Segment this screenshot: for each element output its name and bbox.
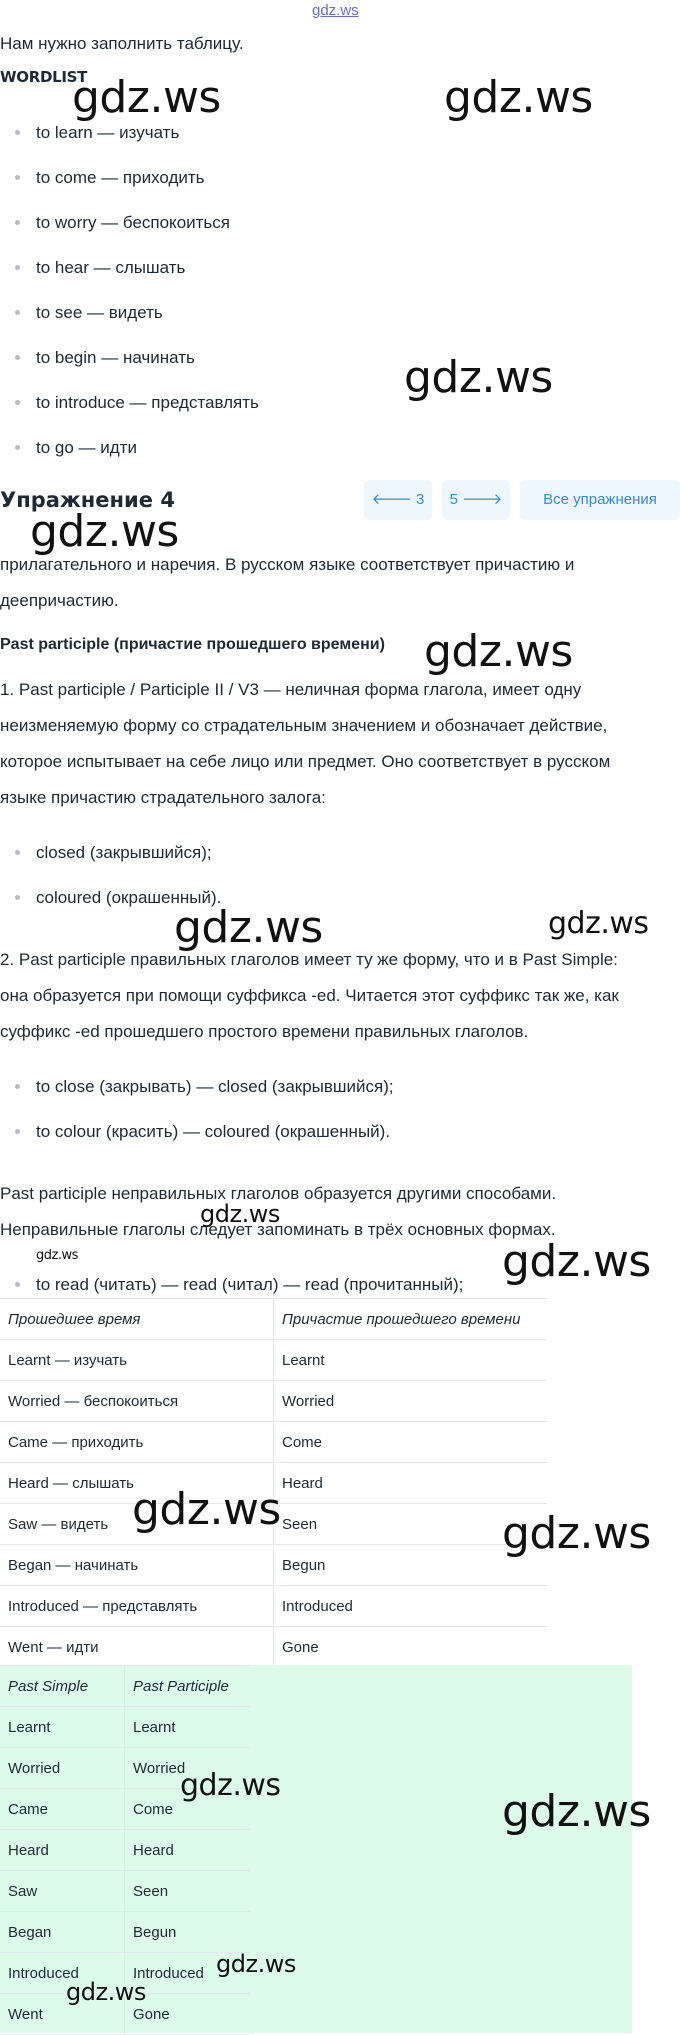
table-cell: Come <box>274 1422 548 1463</box>
table-cell: Learnt — изучать <box>0 1340 274 1381</box>
list-item: to close (закрывать) — closed (закрывшийся); <box>0 1064 394 1109</box>
table-cell: Began <box>0 1912 125 1953</box>
table-row <box>0 1912 250 1953</box>
table-header-row <box>0 1666 250 1707</box>
watermark: gdz.ws <box>66 1978 146 2006</box>
paragraph-line: Past participle неправильных глаголов образуется другими способами. <box>0 1184 557 1203</box>
table-row <box>0 1381 547 1422</box>
next-exercise-label: 5 <box>449 491 458 508</box>
table-cell: Gone <box>125 1994 251 2035</box>
paragraph-line: 1. Past participle / Participle II / V3 — неличная форма глагола, имеет одну <box>0 680 582 699</box>
table-row <box>0 1871 250 1912</box>
exercise-title: Упражнение 4 <box>0 488 175 512</box>
table-cell: Went <box>0 1994 125 2035</box>
paragraph-line: прилагательного и наречия. В русском языке соответствует причастию и <box>0 555 575 574</box>
site-logo-link[interactable]: gdz.ws <box>312 2 359 19</box>
table-cell: Begun <box>274 1545 548 1586</box>
next-exercise-button[interactable] <box>442 480 510 520</box>
table-cell: Heard <box>0 1830 125 1871</box>
table-row <box>0 1707 250 1748</box>
table-row <box>0 1586 547 1627</box>
table-cell: Worried <box>125 1748 251 1789</box>
watermark: gdz.ws <box>216 1950 296 1978</box>
watermark: gdz.ws <box>30 506 179 557</box>
table-cell: Heard <box>274 1463 548 1504</box>
list-item: to go — идти <box>0 425 259 470</box>
table-cell: Worried — беспокоиться <box>0 1381 274 1422</box>
table-cell: Learnt <box>125 1707 251 1748</box>
table-row <box>0 1830 250 1871</box>
list-item: to worry — беспокоиться <box>0 200 259 245</box>
paragraph-line: она образуется при помощи суффикса -ed. Читается этот суффикс так же, как <box>0 986 619 1005</box>
paragraph-line: Неправильные глаголы следует запоминать в трёх основных формах. <box>0 1220 556 1239</box>
table-cell: Came <box>0 1789 125 1830</box>
table-header-cell: Прошедшее время <box>0 1299 274 1340</box>
watermark: gdz.ws <box>502 1786 651 1837</box>
watermark: gdz.ws <box>404 352 553 403</box>
watermark: gdz.ws <box>548 906 649 941</box>
list-item: to come — приходить <box>0 155 259 200</box>
table-cell: Worried <box>0 1748 125 1789</box>
wordlist <box>0 110 259 470</box>
watermark: gdz.ws <box>502 1508 651 1559</box>
list-item: coloured (окрашенный). <box>0 875 221 920</box>
watermark: gdz.ws <box>174 902 323 953</box>
paragraph-line: суффикс -ed прошедшего простого времени правильных глаголов. <box>0 1022 529 1041</box>
table-cell: Saw <box>0 1871 125 1912</box>
pp-heading: Past participle (причастие прошедшего времени) <box>0 636 385 653</box>
paragraph-line: неизменяемую форму со страдательным значением и обозначает действие, <box>0 716 608 735</box>
prev-exercise-label: 3 <box>416 491 425 508</box>
paragraph-line: 2. Past participle правильных глаголов имеет ту же форму, что и в Past Simple: <box>0 950 618 969</box>
table-cell: Learnt <box>274 1340 548 1381</box>
intro-text: Нам нужно заполнить таблицу. <box>0 34 244 53</box>
table-cell: Learnt <box>0 1707 125 1748</box>
table-cell: Come <box>125 1789 251 1830</box>
table-cell: Saw — видеть <box>0 1504 274 1545</box>
table-row <box>0 1340 547 1381</box>
watermark: gdz.ws <box>424 626 573 677</box>
paragraph-line: языке причастию страдательного залога: <box>0 788 326 807</box>
table-cell: Worried <box>274 1381 548 1422</box>
prev-exercise-button[interactable] <box>364 480 432 520</box>
paragraph-line: деепричастию. <box>0 591 119 610</box>
table-row <box>0 1545 547 1586</box>
list-item: closed (закрывшийся); <box>0 830 221 875</box>
table-cell: Begun <box>125 1912 251 1953</box>
wordlist-heading: WORDLIST <box>0 68 88 86</box>
watermark: gdz.ws <box>132 1484 281 1535</box>
list-item: to begin — начинать <box>0 335 259 380</box>
paragraph-line: которое испытывает на себе лицо или предмет. Оно соответствует в русском <box>0 752 611 771</box>
table-cell: Seen <box>125 1871 251 1912</box>
watermark: gdz.ws <box>180 1768 281 1803</box>
table-cell: Heard <box>125 1830 251 1871</box>
table-cell: Went — идти <box>0 1627 274 1668</box>
regular-verbs-list <box>0 1064 394 1154</box>
table-header-row <box>0 1299 547 1340</box>
table-cell: Came — приходить <box>0 1422 274 1463</box>
list-item: to introduce — представлять <box>0 380 259 425</box>
table-header-cell: Past Participle <box>125 1666 251 1707</box>
list-item: to hear — слышать <box>0 245 259 290</box>
table-row <box>0 1422 547 1463</box>
list-item: to see — видеть <box>0 290 259 335</box>
watermark: gdz.ws <box>36 1248 78 1263</box>
all-exercises-button[interactable]: Все упражнения <box>520 480 680 520</box>
table-cell: Gone <box>274 1627 548 1668</box>
table-cell: Seen <box>274 1504 548 1545</box>
list-item: to colour (красить) — coloured (окрашенный). <box>0 1109 394 1154</box>
arrow-right-icon: 🡒 <box>462 491 503 508</box>
table-cell: Heard — слышать <box>0 1463 274 1504</box>
list-item: to learn — изучать <box>0 110 259 155</box>
arrow-left-icon: 🡐 <box>371 491 412 508</box>
table-cell: Introduced <box>274 1586 548 1627</box>
table-cell: Began — начинать <box>0 1545 274 1586</box>
watermark: gdz.ws <box>444 72 593 123</box>
watermark: gdz.ws <box>502 1236 651 1287</box>
table-cell: Introduced <box>0 1953 125 1994</box>
table-row <box>0 1627 547 1668</box>
watermark: gdz.ws <box>200 1200 280 1228</box>
table-header-cell: Past Simple <box>0 1666 125 1707</box>
table-header-cell: Причастие прошедшего времени <box>274 1299 548 1340</box>
watermark: gdz.ws <box>72 72 221 123</box>
table-cell: Introduced <box>125 1953 251 1994</box>
table-cell: Introduced — представлять <box>0 1586 274 1627</box>
list-item: to read (читать) — read (читал) — read (прочитанный); <box>0 1262 463 1307</box>
past-forms-table <box>0 1298 547 1668</box>
